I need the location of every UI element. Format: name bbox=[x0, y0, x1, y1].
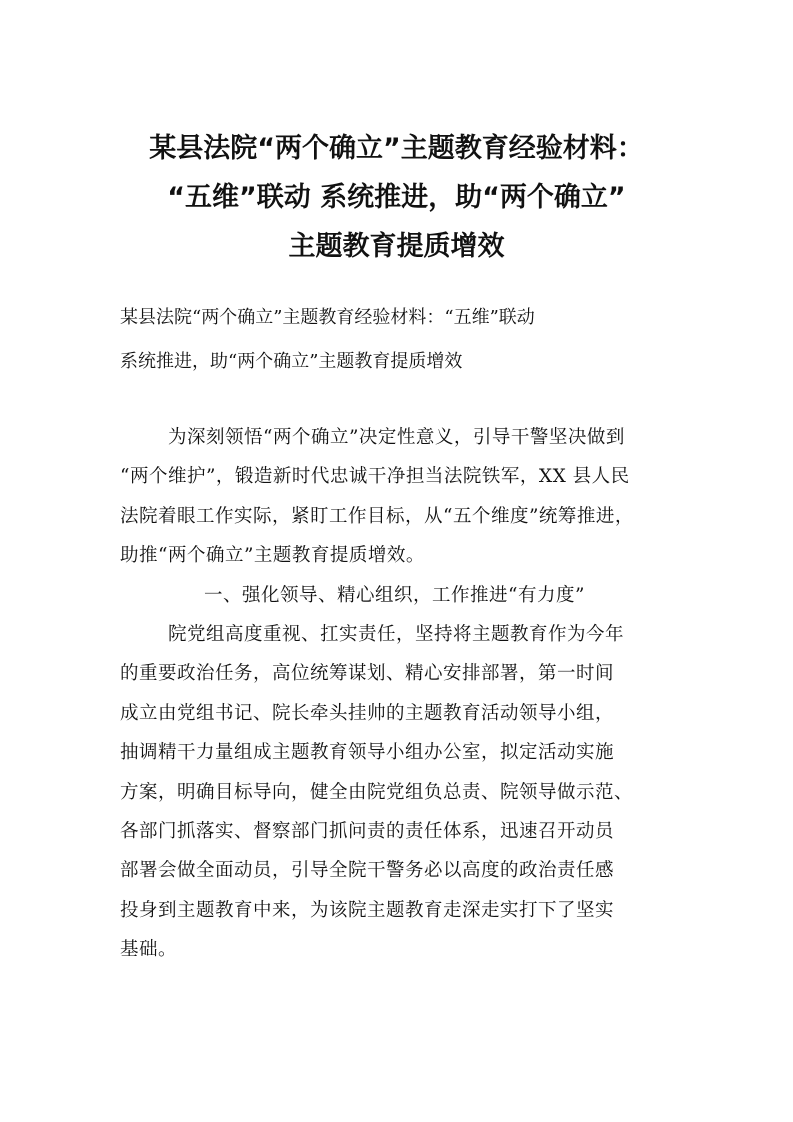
title-line: “五维”联动 系统推进，助“两个确立” bbox=[167, 182, 626, 213]
title-line: 某县法院“两个确立”主题教育经验材料： bbox=[149, 133, 644, 164]
document-subtitle bbox=[120, 296, 680, 384]
intro-line: 法院着眼工作实际，紧盯工作目标，从“五个维度”统筹推进， bbox=[120, 505, 634, 527]
section-line: 方案，明确目标导向，健全由院党组负总责、院领导做示范、 bbox=[120, 781, 634, 803]
section-line: 各部门抓落实、督察部门抓问责的责任体系，迅速召开动员 bbox=[120, 821, 615, 843]
section-line: 的重要政治任务，高位统筹谋划、精心安排部署，第一时间 bbox=[120, 663, 615, 685]
section-line: 部署会做全面动员，引导全院干警务必以高度的政治责任感 bbox=[120, 860, 615, 882]
section-line: 成立由党组书记、院长牵头挂帅的主题教育活动领导小组， bbox=[120, 702, 615, 724]
title-line: 主题教育提质增效 bbox=[288, 231, 505, 262]
section-line: 基础。 bbox=[120, 939, 178, 961]
section-line: 院党组高度重视、扛实责任，坚持将主题教育作为今年 bbox=[168, 624, 625, 646]
section-line: 投身到主题教育中来，为该院主题教育走深走实打下了坚实 bbox=[120, 899, 615, 921]
section-line: 抽调精干力量组成主题教育领导小组办公室，拟定活动实施 bbox=[120, 742, 615, 764]
subtitle-line: 系统推进，助“两个确立”主题教育提质增效 bbox=[120, 351, 463, 372]
document-body bbox=[120, 418, 680, 970]
intro-line: 助推“两个确立”主题教育提质增效。 bbox=[120, 545, 425, 567]
intro-line: “两个维护”，锻造新时代忠诚干净担当法院铁军，XX 县人民 bbox=[120, 466, 630, 488]
document-title bbox=[100, 124, 693, 271]
intro-line: 为深刻领悟“两个确立”决定性意义，引导干警坚决做到 bbox=[168, 427, 625, 448]
section-heading: 一、强化领导、精心组织，工作推进“有力度” bbox=[204, 584, 585, 606]
subtitle-line: 某县法院“两个确立”主题教育经验材料：“五维”联动 bbox=[120, 307, 535, 328]
